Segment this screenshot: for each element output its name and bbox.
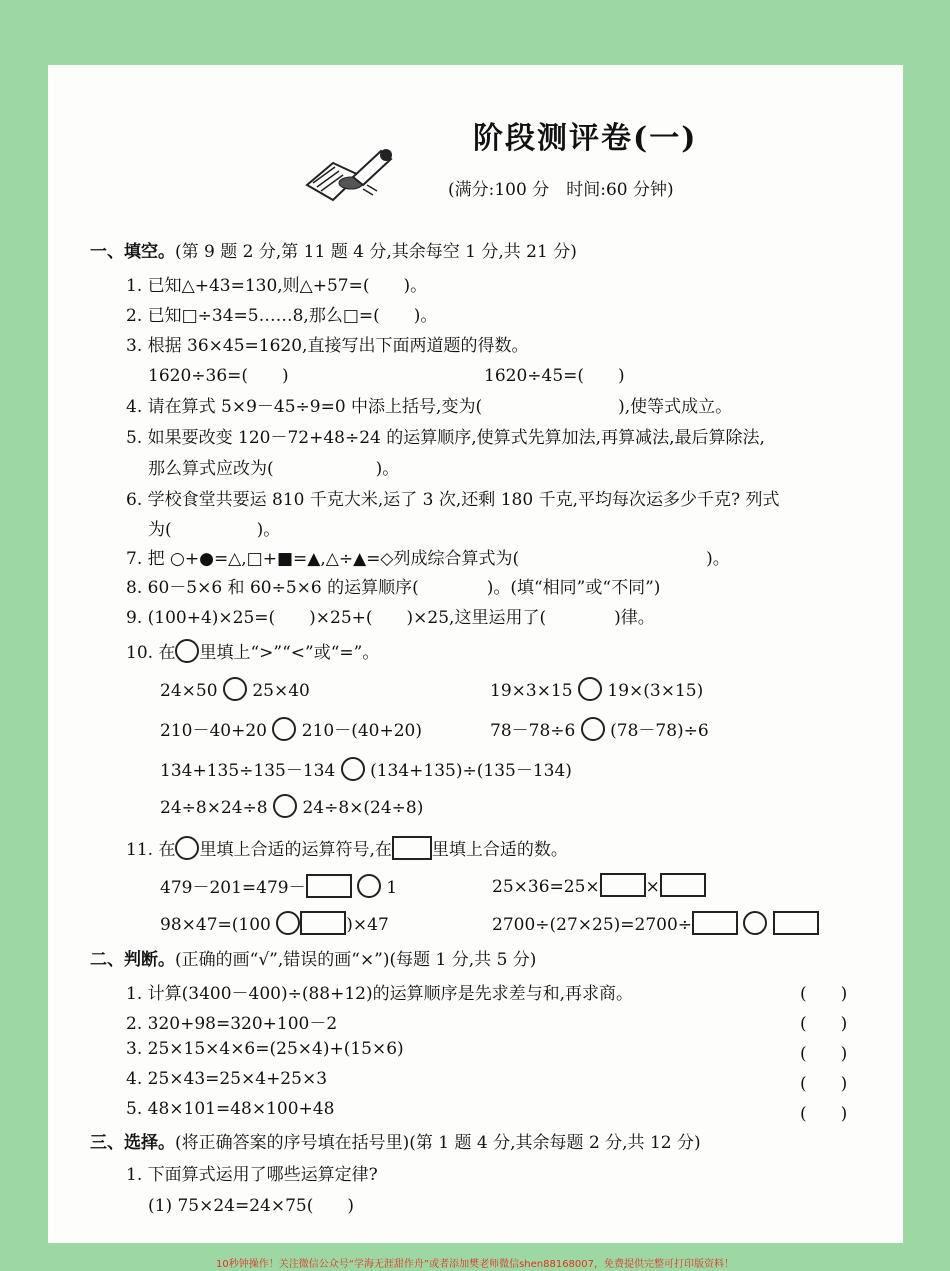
s2-answer-3[interactable]: ( ) (800, 1044, 848, 1064)
q10-item-2-right: 19×(3×15) (607, 681, 704, 701)
q10-item-6-left: 24÷8×24÷8 (160, 798, 268, 818)
q11-item-a (160, 873, 397, 898)
q10-item-6-right: 24÷8×(24÷8) (302, 798, 424, 818)
q10-item-5 (160, 756, 572, 781)
s2-answer-5[interactable]: ( ) (800, 1104, 848, 1124)
book-reading-icon (303, 145, 398, 205)
answer-circle[interactable] (175, 639, 199, 663)
answer-circle[interactable] (273, 794, 297, 818)
answer-circle[interactable] (743, 911, 767, 935)
s1-q5b: 那么算式应改为( )。 (148, 459, 400, 479)
q10-item-3-right: 210－(40+20) (301, 721, 423, 741)
section-1-note: (第 9 题 2 分,第 11 题 4 分,其余每空 1 分,共 21 分) (175, 242, 577, 262)
q11-item-c-left: 98×47=(100 (160, 915, 271, 935)
q11-item-a-right: 1 (386, 878, 398, 898)
answer-circle[interactable] (341, 757, 365, 781)
s1-q3: 3. 根据 36×45=1620,直接写出下面两道题的得数。 (126, 336, 529, 356)
answer-circle[interactable] (272, 717, 296, 741)
s1-q11 (126, 835, 568, 860)
q10-lead: 10. 在 (126, 643, 176, 663)
section-3-note: (将正确答案的序号填在括号里)(第 1 题 4 分,其余每题 2 分,共 12 分) (175, 1133, 701, 1153)
section-3-title: 三、选择。 (90, 1133, 175, 1153)
page-title: 阶段测评卷(一) (473, 121, 698, 156)
answer-circle[interactable] (581, 717, 605, 741)
q10-item-6 (160, 794, 423, 818)
q11-item-a-left: 479－201=479－ (160, 878, 306, 898)
q11-item-d-left: 2700÷(27×25)=2700÷ (492, 915, 693, 935)
answer-circle[interactable] (276, 911, 300, 935)
answer-box[interactable] (300, 911, 346, 935)
s1-q3b: 1620÷45=( ) (484, 366, 625, 386)
s2-answer-4[interactable]: ( ) (800, 1074, 848, 1094)
q10-item-1-left: 24×50 (160, 681, 218, 701)
s2-item-3: 3. 25×15×4×6=(25×4)+(15×6) (126, 1039, 404, 1059)
s1-q5a: 5. 如果要改变 120－72+48÷24 的运算顺序,使算式先算加法,再算减法,最后算除法, (126, 428, 765, 448)
section-1-heading (90, 237, 577, 262)
q11-item-c (160, 911, 389, 935)
page-subtitle: (满分:100 分 时间:60 分钟) (448, 180, 674, 200)
answer-box[interactable] (692, 911, 738, 935)
section-2-note: (正确的画“√”,错误的画“×”)(每题 1 分,共 5 分) (175, 950, 537, 970)
q10-item-1-right: 25×40 (252, 681, 310, 701)
s2-item-5: 5. 48×101=48×100+48 (126, 1099, 335, 1119)
q10-item-3 (160, 716, 422, 741)
q10-item-3-left: 210－40+20 (160, 721, 267, 741)
s1-q3a: 1620÷36=( ) (148, 366, 289, 386)
answer-box[interactable] (600, 873, 646, 897)
answer-circle[interactable] (175, 836, 199, 860)
answer-circle[interactable] (357, 874, 381, 898)
answer-circle[interactable] (578, 677, 602, 701)
s3-q1a: (1) 75×24=24×75( ) (148, 1196, 355, 1216)
section-2-title: 二、判断。 (90, 950, 175, 970)
q11-lead: 11. 在 (126, 840, 176, 860)
q11-item-b-left: 25×36=25× (492, 877, 600, 897)
q10-tail: 里填上“>”“<”或“=”。 (199, 643, 380, 663)
q11-item-b-mid: × (645, 877, 660, 897)
answer-box[interactable] (306, 874, 352, 898)
s1-q8: 8. 60－5×6 和 60÷5×6 的运算顺序( )。(填“相同”或“不同”) (126, 578, 661, 598)
s2-item-2: 2. 320+98=320+100－2 (126, 1014, 338, 1034)
s2-item-1: 1. 计算(3400－400)÷(88+12)的运算顺序是先求差与和,再求商。 (126, 984, 634, 1004)
q10-item-1 (160, 677, 310, 701)
answer-box[interactable] (660, 873, 706, 897)
q11-item-d (492, 911, 819, 935)
q11-item-b (492, 873, 706, 897)
s3-q1: 1. 下面算式运用了哪些运算定律? (126, 1165, 378, 1185)
s1-q10 (126, 638, 379, 663)
q11-tail: 里填上合适的数。 (431, 840, 568, 860)
answer-box[interactable] (773, 911, 819, 935)
section-2-heading (90, 945, 536, 970)
s1-q7: 7. 把 ○+●=△,□+■=▲,△÷▲=◇列成综合算式为( )。 (126, 549, 730, 569)
q10-item-4-right: (78－78)÷6 (610, 721, 709, 741)
q11-item-c-right: )×47 (346, 915, 389, 935)
s1-q4: 4. 请在算式 5×9－45÷9=0 中添上括号,变为( ),使等式成立。 (126, 397, 733, 417)
exam-paper (48, 65, 903, 1243)
answer-box[interactable] (392, 836, 432, 860)
q10-item-5-right: (134+135)÷(135－134) (370, 761, 572, 781)
section-3-heading (90, 1128, 701, 1153)
q10-item-5-left: 134+135÷135－134 (160, 761, 336, 781)
section-1-title: 一、填空。 (90, 242, 175, 262)
s1-q6b: 为( )。 (148, 520, 281, 540)
s2-answer-2[interactable]: ( ) (800, 1014, 848, 1034)
answer-circle[interactable] (223, 677, 247, 701)
s2-answer-1[interactable]: ( ) (800, 984, 848, 1004)
q10-item-4-left: 78－78÷6 (490, 721, 576, 741)
q10-item-2 (490, 677, 703, 701)
s1-q6a: 6. 学校食堂共要运 810 千克大米,运了 3 次,还剩 180 千克,平均每次运多少千克? 列式 (126, 490, 780, 510)
s2-item-4: 4. 25×43=25×4+25×3 (126, 1069, 328, 1089)
q11-mid: 里填上合适的运算符号,在 (199, 840, 392, 860)
s1-q2: 2. 已知□÷34=5……8,那么□=( )。 (126, 306, 438, 326)
q10-item-2-left: 19×3×15 (490, 681, 573, 701)
s1-q1: 1. 已知△+43=130,则△+57=( )。 (126, 276, 428, 296)
s1-q9: 9. (100+4)×25=( )×25+( )×25,这里运用了( )律。 (126, 608, 655, 628)
footer-promo: 10秒钟操作！关注微信公众号“学海无涯甜作舟”或者添加樊老师微信shen88168007，免费提供完整可打印版资料！ (215, 1259, 735, 1270)
q10-item-4 (490, 716, 709, 741)
